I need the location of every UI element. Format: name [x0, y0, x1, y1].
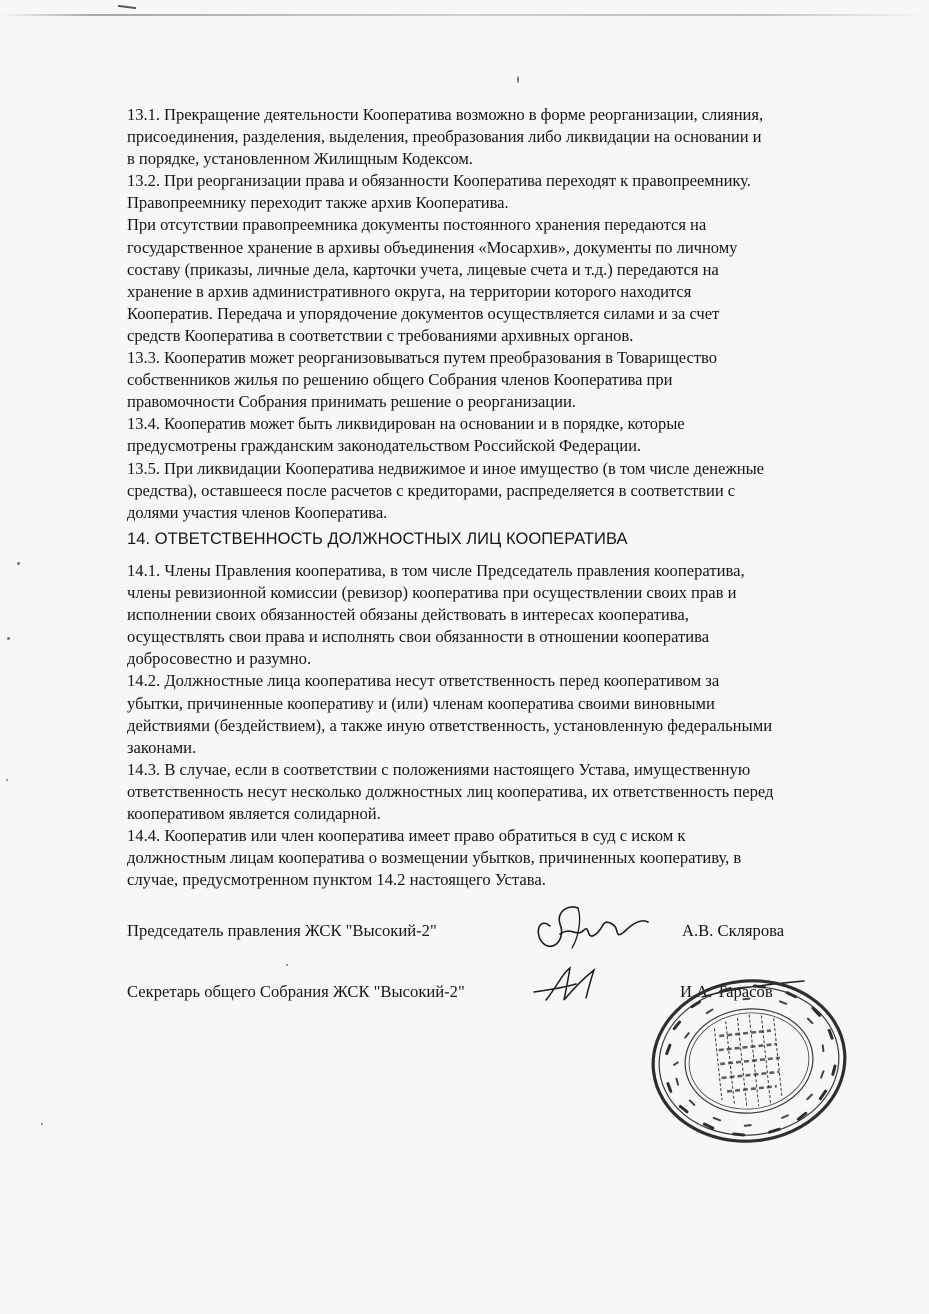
section-14-text [127, 560, 887, 891]
scan-speck [7, 637, 10, 640]
text-line: присоединения, разделения, выделения, преобразования либо ликвидации на основании и [127, 127, 762, 147]
organization-stamp [648, 975, 850, 1147]
text-line: в порядке, установленном Жилищным Кодексом. [127, 149, 473, 169]
text-line: 13.3. Кооператив может реорганизовываться путем преобразования в Товарищество [127, 348, 717, 368]
text-line: исполнении своих обязанностей обязаны действовать в интересах кооператива, [127, 605, 689, 625]
chair-title: Председатель правления ЖСК "Высокий-2" [127, 921, 437, 940]
secretary-title: Секретарь общего Собрания ЖСК "Высокий-2" [127, 982, 465, 1001]
scan-mark [118, 5, 136, 9]
text-line: 13.1. Прекращение деятельности Кооператива возможно в форме реорганизации, слияния, [127, 105, 764, 124]
text-line: долями участия членов Кооператива. [127, 502, 388, 522]
text-line: 14.4. Кооператив или член кооператива имеет право обратиться в суд с иском к [127, 826, 686, 846]
text-line: добросовестно и разумно. [127, 649, 312, 669]
text-line: Кооператив. Передача и упорядочение документов осуществляется силами и за счет [127, 303, 720, 323]
secretary-name: И.А. Тарасов [680, 982, 773, 1001]
scan-speck [517, 76, 519, 83]
text-line: При отсутствии правопреемника документы постоянного хранения передаются на [127, 215, 707, 235]
text-line: законами. [127, 737, 197, 757]
scan-speck [17, 562, 20, 565]
scan-speck [286, 964, 288, 966]
text-line: осуществлять свои права и исполнять свои обязанности в отношении кооператива [127, 627, 710, 647]
text-line: должностным лицам кооператива о возмещении убытков, причиненных кооперативу, в [127, 848, 742, 868]
text-line: 13.2. При реорганизации права и обязанности Кооператива переходят к правопреемнику. [127, 171, 751, 191]
text-line: средств Кооператива в соответствии с требованиями архивных органов. [127, 325, 634, 345]
text-line: действиями (бездействием), а также иную ответственность, установленную федеральными [127, 715, 773, 735]
section-13-text [127, 104, 867, 524]
text-line: предусмотрены гражданским законодательством Российской Федерации. [127, 436, 642, 456]
text-line: 14.2. Должностные лица кооператива несут ответственность перед кооперативом за [127, 671, 720, 691]
text-line: 13.4. Кооператив может быть ликвидирован на основании и в порядке, которые [127, 414, 685, 434]
scan-speck [41, 1123, 43, 1125]
text-line: хранение в архив административного округа, на территории которого находится [127, 281, 692, 301]
text-line: кооперативом является солидарной. [127, 804, 381, 824]
chair-signature [520, 898, 660, 960]
section-14-heading: 14. ОТВЕТСТВЕННОСТЬ ДОЛЖНОСТНЫХ ЛИЦ КООПЕРАТИВА [127, 530, 628, 548]
text-line: члены ревизионной комиссии (ревизор) кооператива при осуществлении своих прав и [127, 583, 737, 603]
text-line: ответственность несут несколько должностных лиц кооператива, их ответственность перед [127, 781, 774, 801]
chair-name: А.В. Склярова [682, 921, 785, 940]
text-line: 14.3. В случае, если в соответствии с положениями настоящего Устава, имущественную [127, 759, 751, 779]
scan-top-border [0, 14, 929, 16]
text-line: случае, предусмотренном пунктом 14.2 настоящего Устава. [127, 870, 546, 890]
text-line: 13.5. При ликвидации Кооператива недвижимое и иное имущество (в том числе денежные [127, 458, 764, 478]
text-line: составу (приказы, личные дела, карточки учета, лицевые счета и т.д.) передаются на [127, 259, 719, 279]
text-line: собственников жилья по решению общего Собрания членов Кооператива при [127, 370, 673, 390]
text-line: правомочности Собрания принимать решение о реорганизации. [127, 392, 576, 412]
text-line: убытки, причиненные кооперативу и (или) членам кооператива своими виновными [127, 693, 715, 713]
text-line: средства), оставшееся после расчетов с кредиторами, распределяется в соответствии с [127, 480, 736, 500]
text-line: государственное хранение в архивы объединения «Мосархив», документы по личному [127, 237, 738, 257]
scan-speck [6, 779, 8, 781]
text-line: Правопреемнику переходит также архив Кооператива. [127, 193, 509, 213]
text-line: 14.1. Члены Правления кооператива, в том числе Председатель правления кооператива, [127, 561, 745, 580]
secretary-signature [528, 960, 628, 1010]
